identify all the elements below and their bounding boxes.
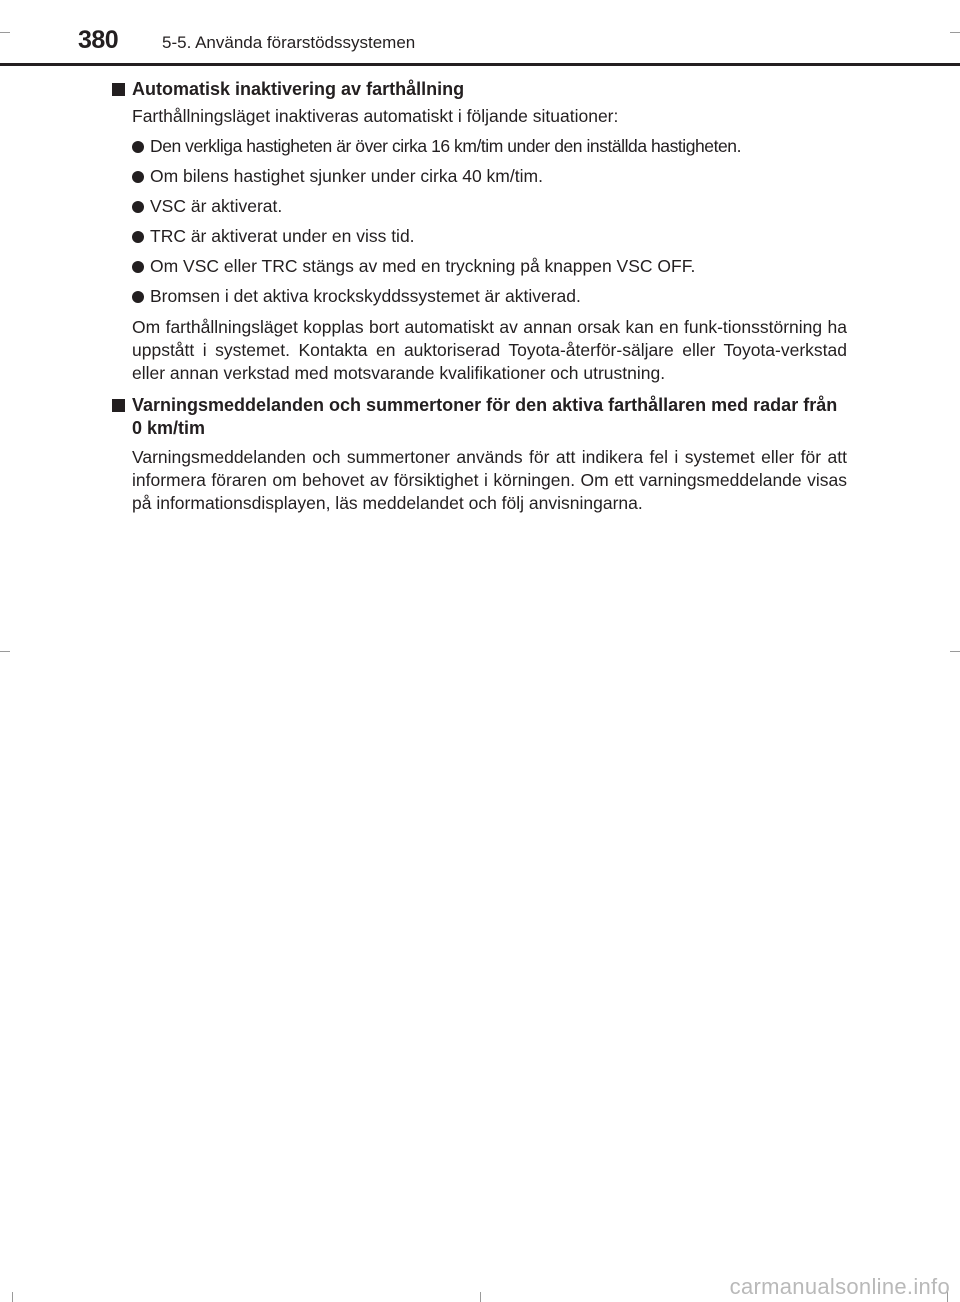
list-item-text: Den verkliga hastigheten är över cirka 16 km/tim under den inställda hastigheten. xyxy=(150,136,741,156)
section-heading xyxy=(112,78,847,101)
list-item xyxy=(132,165,847,188)
list-item xyxy=(132,225,847,248)
circle-bullet-icon xyxy=(132,291,144,303)
footer-watermark: carmanualsonline.info xyxy=(729,1274,950,1299)
list-item-text: Bromsen i det aktiva krockskyddssystemet är aktiverad. xyxy=(150,286,581,306)
circle-bullet-icon xyxy=(132,171,144,183)
list-item xyxy=(132,135,847,158)
section-warning-messages xyxy=(112,394,847,515)
circle-bullet-icon xyxy=(132,261,144,273)
section-auto-deactivation xyxy=(112,78,847,385)
list-item-text: Om VSC eller TRC stängs av med en tryckning på knappen VSC OFF. xyxy=(150,256,696,276)
bullet-list xyxy=(112,135,847,308)
circle-bullet-icon xyxy=(132,141,144,153)
heading-text: Automatisk inaktivering av farthållning xyxy=(132,79,465,99)
section-intro: Farthållningsläget inaktiveras automatiskt i följande situationer: xyxy=(132,106,619,126)
circle-bullet-icon xyxy=(132,231,144,243)
crop-mark xyxy=(950,651,960,652)
section-heading xyxy=(112,394,847,440)
page-content xyxy=(112,78,847,515)
page-number: 380 xyxy=(78,26,119,54)
list-item-text: TRC är aktiverat under en viss tid. xyxy=(150,226,415,246)
circle-bullet-icon xyxy=(132,201,144,213)
list-item xyxy=(132,255,847,278)
header-rule xyxy=(0,63,960,66)
section-closing: Om farthållningsläget kopplas bort automatiskt av annan orsak kan en funk-tionsstörning ha uppstått i systemet. Kontakta en auktoriserad Toyota-återför-säljare eller Toyota-verkstad eller annan verkstad med motsvarande kvalifikationer och utrustning. xyxy=(132,317,847,383)
list-item xyxy=(132,285,847,308)
crop-mark xyxy=(480,1292,481,1302)
heading-text: Varningsmeddelanden och summertoner för den aktiva farthållaren med radar från 0 km/tim xyxy=(132,395,838,438)
list-item xyxy=(132,195,847,218)
list-item-text: Om bilens hastighet sjunker under cirka 40 km/tim. xyxy=(150,166,543,186)
chapter-title: 5-5. Använda förarstödssystemen xyxy=(162,33,416,52)
page-header xyxy=(0,0,960,66)
square-bullet-icon xyxy=(112,399,125,412)
square-bullet-icon xyxy=(112,83,125,96)
crop-mark xyxy=(12,1292,13,1302)
section-body: Varningsmeddelanden och summertoner används för att indikera fel i systemet eller för att informera föraren om behovet av försiktighet i körningen. Om ett varningsmeddelande visas på informationsdisplayen, läs meddelandet och följ anvisningarna. xyxy=(132,447,847,513)
list-item-text: VSC är aktiverat. xyxy=(150,196,283,216)
crop-mark xyxy=(0,651,10,652)
